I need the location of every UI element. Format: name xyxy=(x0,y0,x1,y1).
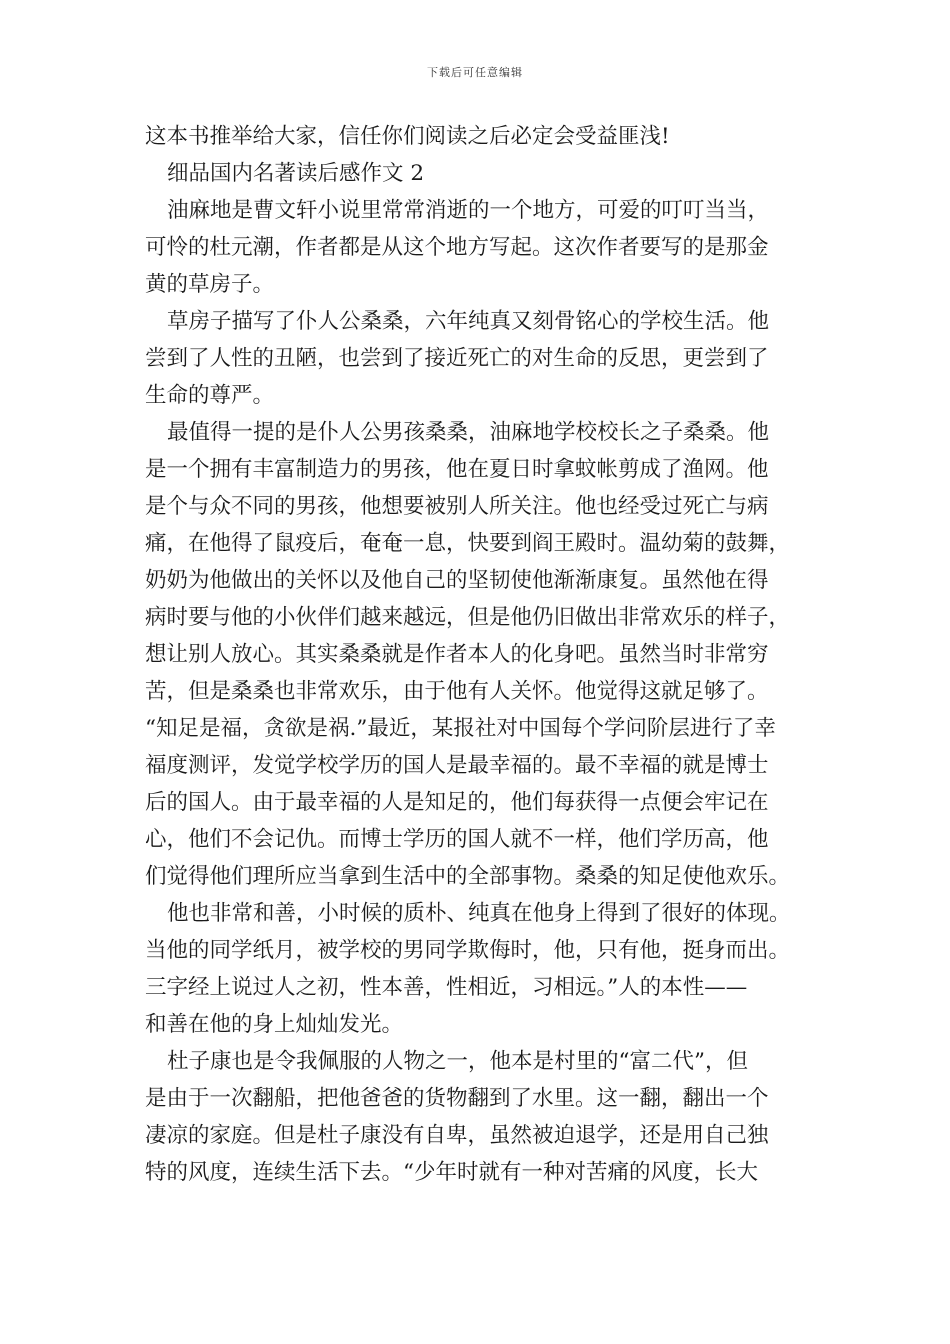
text-line: 凄凉的家庭。但是杜子康没有自卑，虽然被迫退学，还是用自己独 xyxy=(145,1123,769,1148)
text-line: 是由于一次翻船，把他爸爸的货物翻到了水里。这一翻，翻出一个 xyxy=(145,1086,769,1111)
text-line: 是个与众不同的男孩，他想要被别人所关注。他也经受过死亡与病 xyxy=(145,494,769,519)
text-line: 油麻地是曹文轩小说里常常消逝的一个地方，可爱的叮叮当当， xyxy=(167,198,770,223)
section-heading: 细品国内名著读后感作文 2 xyxy=(167,161,425,186)
text-line: 病时要与他的小伙伴们越来越远，但是他仍旧做出非常欢乐的样子， xyxy=(145,605,791,630)
text-line: 是一个拥有丰富制造力的男孩，他在夏日时拿蚊帐剪成了渔网。他 xyxy=(145,457,769,482)
text-line: 和善在他的身上灿灿发光。 xyxy=(145,1012,404,1037)
text-line: 当他的同学纸月，被学校的男同学欺侮时，他，只有他，挺身而出。 xyxy=(145,938,791,963)
text-line: 可怜的杜元潮，作者都是从这个地方写起。这次作者要写的是那金 xyxy=(145,235,769,260)
text-line: 三字经上说过人之初，性本善，性相近，习相远。”人的本性—— xyxy=(145,975,748,1000)
text-line: 想让别人放心。其实桑桑就是作者本人的化身吧。虽然当时非常穷 xyxy=(145,642,769,667)
text-line: 特的风度，连续生活下去。“少年时就有一种对苦痛的风度，长大 xyxy=(145,1160,758,1185)
text-line: 最值得一提的是仆人公男孩桑桑，油麻地学校校长之子桑桑。他 xyxy=(167,420,770,445)
text-line: 福度测评，发觉学校学历的国人是最幸福的。最不幸福的就是博士 xyxy=(145,753,769,778)
text-line: 他也非常和善，小时候的质朴、纯真在他身上得到了很好的体现。 xyxy=(167,901,791,926)
text-line: “知足是福，贪欲是祸.”最近，某报社对中国每个学问阶层进行了幸 xyxy=(145,716,776,741)
text-line: 们觉得他们理所应当拿到生活中的全部事物。桑桑的知足使他欢乐。 xyxy=(145,864,791,889)
text-line: 后的国人。由于最幸福的人是知足的，他们每获得一点便会牢记在 xyxy=(145,790,769,815)
text-line: 生命的尊严。 xyxy=(145,383,275,408)
text-line: 这本书推举给大家，信任你们阅读之后必定会受益匪浅! xyxy=(145,124,670,149)
text-line: 尝到了人性的丑陋，也尝到了接近死亡的对生命的反思，更尝到了 xyxy=(145,346,769,371)
text-line: 黄的草房子。 xyxy=(145,272,275,297)
page-header-note: 下载后可任意编辑 xyxy=(427,66,523,79)
text-line: 心，他们不会记仇。而博士学历的国人就不一样，他们学历高，他 xyxy=(145,827,769,852)
text-line: 奶奶为他做出的关怀以及他自己的坚韧使他渐渐康复。虽然他在得 xyxy=(145,568,769,593)
text-line: 草房子描写了仆人公桑桑，六年纯真又刻骨铭心的学校生活。他 xyxy=(167,309,770,334)
text-line: 痛，在他得了鼠疫后，奄奄一息，快要到阎王殿时。温幼菊的鼓舞， xyxy=(145,531,791,556)
document-body xyxy=(145,118,810,1191)
text-line: 杜子康也是令我佩服的人物之一，他本是村里的“富二代”，但 xyxy=(167,1049,748,1074)
text-line: 苦，但是桑桑也非常欢乐，由于他有人关怀。他觉得这就足够了。 xyxy=(145,679,769,704)
